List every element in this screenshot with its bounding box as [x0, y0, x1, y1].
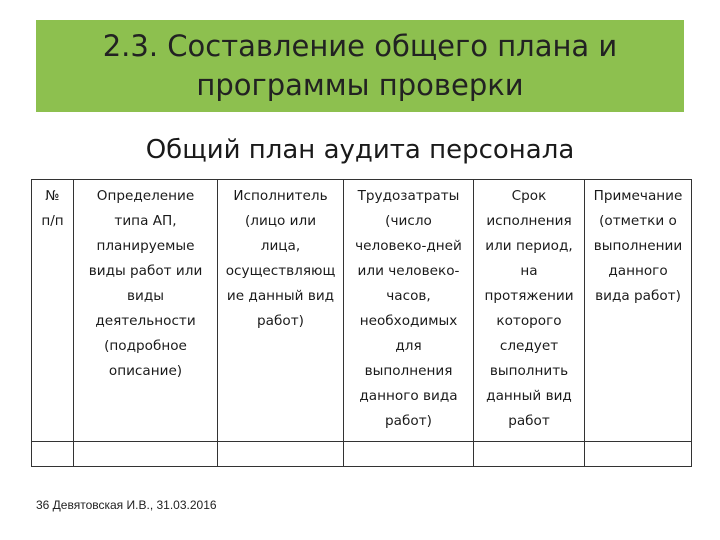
audit-plan-table [31, 179, 692, 467]
slide-title-line-2: программы проверки [196, 68, 524, 102]
table-cell [585, 442, 692, 467]
header-note: Примечание (отметки о выполнении данного вида работ) [585, 180, 692, 442]
slide-title-line-1: 2.3. Составление общего плана и [102, 29, 618, 63]
table-header-row [32, 180, 692, 442]
slide-footer: 36 Девятовская И.В., 31.03.2016 [36, 498, 217, 512]
slide-subtitle: Общий план аудита персонала [145, 135, 575, 165]
table-cell [474, 442, 585, 467]
header-deadline: Срок исполнения или период, на протяжении которого следует выполнить данный вид работ [474, 180, 585, 442]
table-cell [218, 442, 344, 467]
header-number: № п/п [32, 180, 74, 442]
table-cell [344, 442, 474, 467]
header-executor: Исполнитель (лицо или лица, осуществляющ ие данный вид работ) [218, 180, 344, 442]
table-row [32, 442, 692, 467]
slide-title-banner [36, 20, 684, 112]
header-work-type: Определение типа АП, планируемые виды работ или виды деятельности (подробное описание) [74, 180, 218, 442]
table-cell [32, 442, 74, 467]
header-labor-costs: Трудозатраты (число человеко-дней или человеко- часов, необходимых для выполнения данного вида работ) [344, 180, 474, 442]
table-cell [74, 442, 218, 467]
